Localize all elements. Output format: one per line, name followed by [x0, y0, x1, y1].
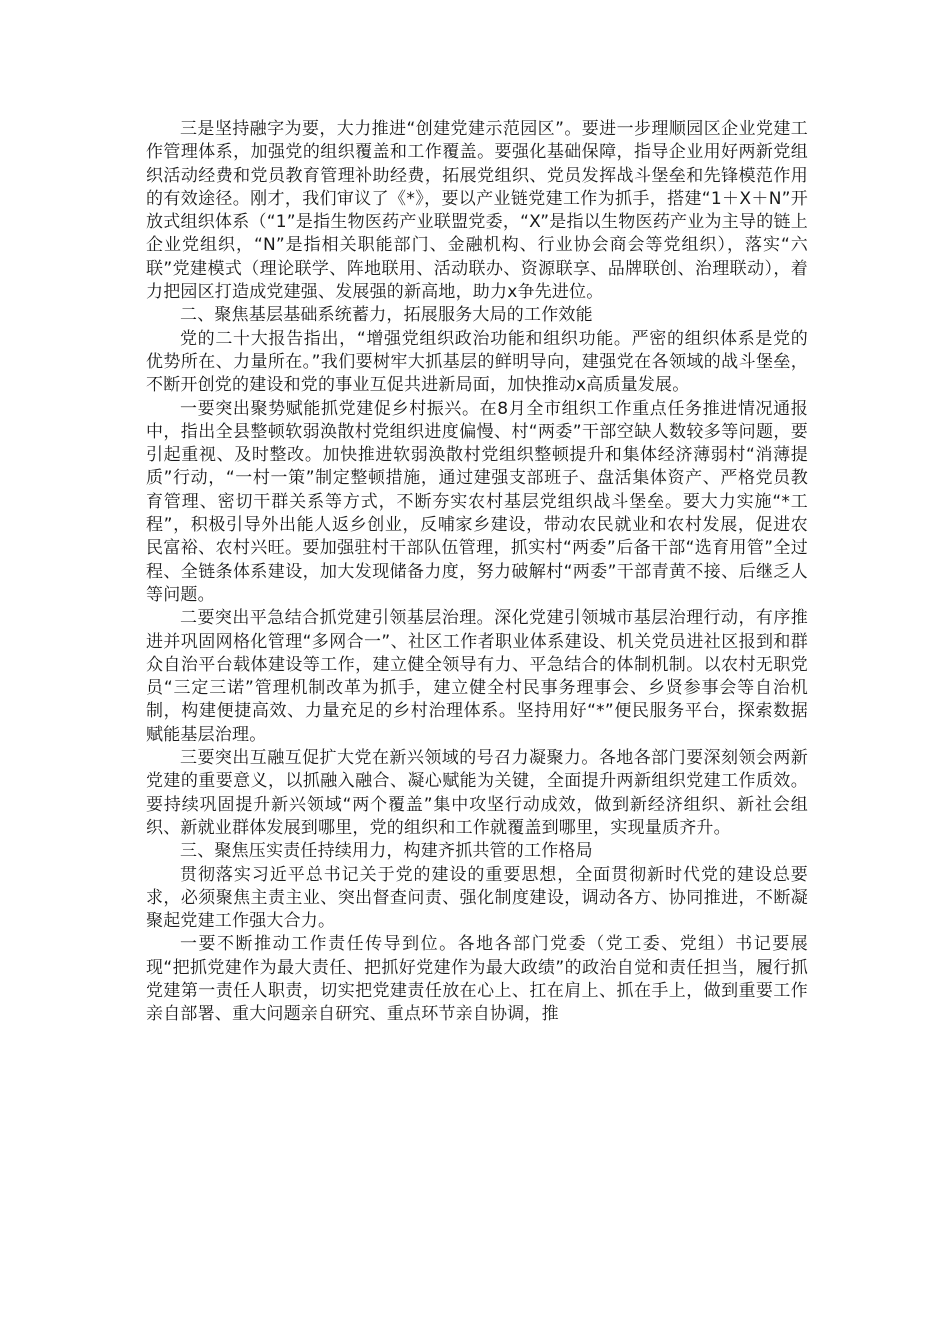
paragraph-grassroots-governance: 二要突出平急结合抓党建引领基层治理。深化党建引领城市基层治理行动，有序推进并巩固网格化管理“多网合一”、社区工作者职业体系建设、机关党员进社区报到和群众自治平台载体建设等工作，建立健全领导有力、平急结合的体制机制。以农村无职党员“三定三诺”管理机制改革为抓手，建立健全村民事务理事会、乡贤参事会等自治机制，构建便捷高效、力量充足的乡村治理体系。坚持用好“*”便民服务平台，探索数据赋能基层治理。 [146, 608, 808, 745]
section-heading-two: 二、聚焦基层基础系统蓄力，拓展服务大局的工作效能 [180, 305, 593, 326]
paragraph-congress-report: 党的二十大报告指出，“增强党组织政治功能和组织功能。严密的组织体系是党的优势所在、力量所在。”我们要树牢大抓基层的鲜明导向，建强党在各领域的战斗堡垒，不断开创党的建设和党的事业互促共进新局面，加快推动x高质量发展。 [146, 328, 808, 396]
paragraph-party-building-thought: 贯彻落实习近平总书记关于党的建设的重要思想，全面贯彻新时代党的建设总要求，必须聚焦主责主业、突出督查问责、强化制度建设，调动各方、协同推进，不断凝聚起党建工作强大合力。 [146, 864, 808, 932]
paragraph-rural-revitalization: 一要突出聚势赋能抓党建促乡村振兴。在8月全市组织工作重点任务推进情况通报中，指出全县整顿软弱涣散村党组织进度偏慢、村“两委”干部空缺人数较多等问题，要引起重视、及时整改。加快推进软弱涣散村党组织整顿提升和集体经济薄弱村“消薄提质”行动，“一村一策”制定整顿措施，通过建强支部班子、盘活集体资产、严格党员教育管理、密切干群关系等方式，不断夯实农村基层党组织战斗堡垒。要大力实施“*工程”，积极引导外出能人返乡创业，反哺家乡建设，带动农民就业和农村发展，促进农民富裕、农村兴旺。要加强驻村干部队伍管理，抓实村“两委”后备干部“选育用管”全过程、全链条体系建设，加大发现储备力度，努力破解村“两委”干部青黄不接、后继乏人等问题。 [146, 398, 808, 605]
paragraph-responsibility-transmission: 一要不断推动工作责任传导到位。各地各部门党委（党工委、党组）书记要展现“把抓党建作为最大责任、把抓好党建作为最大政绩”的政治自觉和责任担当，履行抓党建第一责任人职责，切实把党建责任放在心上、扛在肩上、抓在手上，做到重要工作亲自部署、重大问题亲自研究、重点环节亲自协调，推 [146, 934, 808, 1025]
section-heading-three: 三、聚焦压实责任持续用力，构建齐抓共管的工作格局 [180, 841, 593, 862]
paragraph-emerging-sectors: 三要突出互融互促扩大党在新兴领域的号召力凝聚力。各地各部门要深刻领会两新党建的重要意义，以抓融入融合、凝心赋能为关键，全面提升两新组织党建工作质效。要持续巩固提升新兴领域“两个覆盖”集中攻坚行动成效，做到新经济组织、新社会组织、新就业群体发展到哪里，党的组织和工作就覆盖到哪里，实现量质齐升。 [146, 748, 808, 838]
paragraph-pillar-three: 三是坚持融字为要，大力推进“创建党建示范园区”。要进一步理顺园区企业党建工作管理体系，加强党的组织覆盖和工作覆盖。要强化基础保障，指导企业用好两新党组织活动经费和党员教育管理补助经费，拓展党组织、党员发挥战斗堡垒和先锋模范作用的有效途径。刚才，我们审议了《*》，要以产业链党建工作为抓手，搭建“1＋X＋N”开放式组织体系（“1”是指生物医药产业联盟党委，“X”是指以生物医药产业为主导的链上企业党组织，“N”是指相关职能部门、金融机构、行业协会商会等党组织），落实“六联”党建模式（理论联学、阵地联用、活动联办、资源联享、品牌联创、治理联动），着力把园区打造成党建强、发展强的新高地，助力x争先进位。 [146, 119, 808, 303]
document-page [146, 118, 808, 1027]
